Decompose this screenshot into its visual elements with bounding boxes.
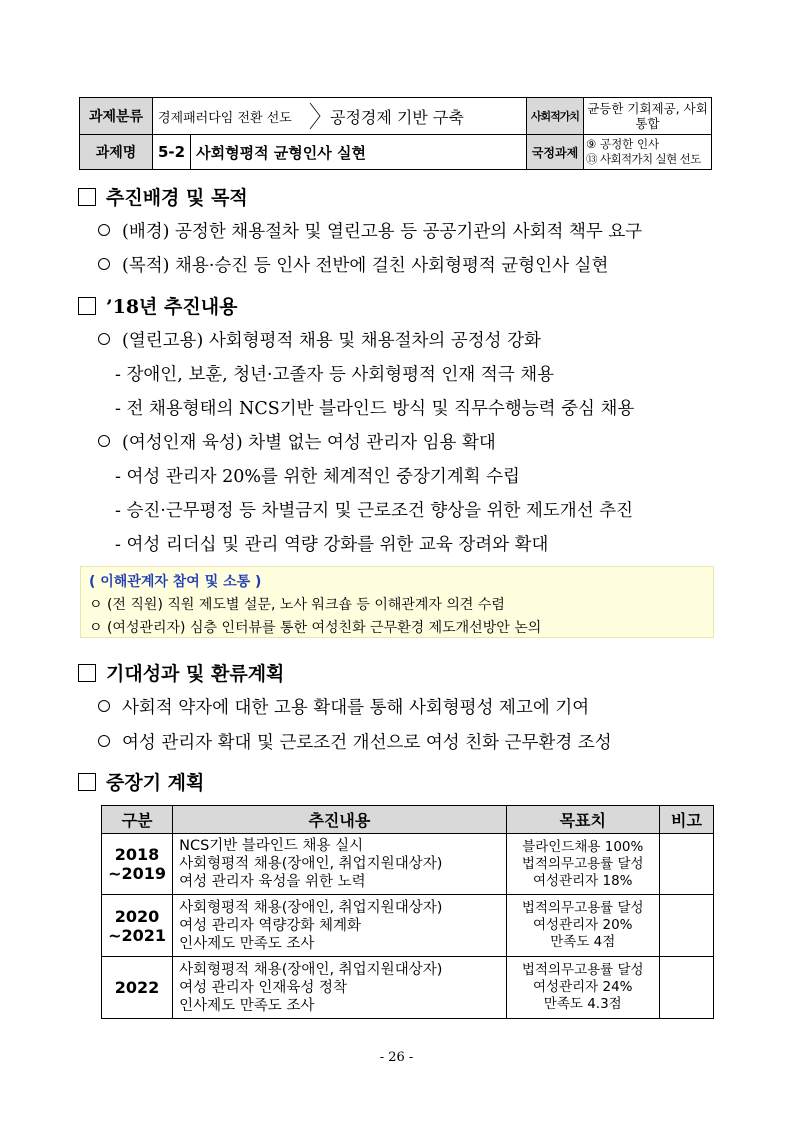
column-header: 추진내용 (173, 806, 507, 834)
year-cell: 2020 ~2021 (102, 895, 173, 957)
checkbox-icon (78, 188, 96, 206)
column-header: 구분 (102, 806, 173, 834)
task-number: 5-2 (158, 143, 186, 161)
sub-item: - 장애인, 보훈, 청년·고졸자 등 사회형평적 인재 적극 채용 (115, 365, 555, 385)
section-title: 중장기 계획 (78, 768, 204, 795)
category-subvalue: 공정경제 기반 구축 (330, 107, 464, 127)
bullet-item: (목적) 채용·승진 등 인사 전반에 걸친 사회형평적 균형인사 실현 (98, 252, 608, 277)
column-header: 목표치 (506, 806, 659, 834)
note-title: ( 이해관계자 참여 및 소통 ) (89, 574, 262, 590)
bullet-item: (배경) 공정한 채용절차 및 열린고용 등 공공기관의 사회적 책무 요구 (98, 218, 642, 243)
year-cell: 2022 (102, 957, 173, 1019)
circle-bullet-icon (98, 435, 110, 447)
note-item: ㅇ (전 직원) 직원 제도별 설문, 노사 워크숍 등 이해관계자 의견 수렴 (89, 597, 505, 613)
note-item: ㅇ (여성관리자) 심층 인터뷰를 통한 여성친화 근무환경 제도개선방안 논의 (89, 620, 542, 636)
circle-bullet-icon (98, 224, 110, 236)
circle-bullet-icon (98, 258, 110, 270)
goal-cell: 법적의무고용률 달성 여성관리자 24% 만족도 4.3점 (506, 957, 659, 1019)
section-title: ’18년 추진내용 (78, 292, 237, 319)
content-cell: 사회형평적 채용(장애인, 취업지원대상자) 여성 관리자 역량강화 체계화 인사제도 만족도 조사 (173, 895, 507, 957)
page-number: - 26 - (379, 1050, 414, 1065)
table-header-row (102, 806, 714, 834)
content-cell: 사회형평적 채용(장애인, 취업지원대상자) 여성 관리자 인재육성 정착 인사제도 만족도 조사 (173, 957, 507, 1019)
note-cell (659, 895, 713, 957)
national-task-label: 국정과제 (527, 135, 583, 169)
table-row (102, 895, 714, 957)
sub-item: - 여성 리더십 및 관리 역량 강화를 위한 교육 장려와 확대 (115, 535, 549, 555)
bullet-item: 여성 관리자 확대 및 근로조건 개선으로 여성 친화 근무환경 조성 (98, 729, 612, 754)
task-label: 과제명 (80, 135, 152, 169)
social-value-label: 사회적가치 (527, 98, 583, 134)
stakeholder-note-box (80, 566, 714, 638)
sub-item: - 여성 관리자 20%를 위한 체계적인 중장기계획 수립 (115, 467, 520, 487)
goal-cell: 법적의무고용률 달성 여성관리자 20% 만족도 4점 (506, 895, 659, 957)
chevron-right-icon (308, 102, 322, 130)
year-cell: 2018 ~2019 (102, 834, 173, 895)
checkbox-icon (78, 664, 96, 682)
table-row (102, 834, 714, 895)
content-cell: NCS기반 블라인드 채용 실시 사회형평적 채용(장애인, 취업지원대상자) 여성 관리자 육성을 위한 노력 (173, 834, 507, 895)
checkbox-icon (78, 773, 96, 791)
table-row (102, 957, 714, 1019)
bullet-item: (열린고용) 사회형평적 채용 및 채용절차의 공정성 강화 (98, 327, 541, 352)
long-term-plan-table (101, 805, 714, 1019)
checkbox-icon (78, 297, 96, 315)
category-label: 과제분류 (80, 98, 152, 134)
section-title: 기대성과 및 환류계획 (78, 659, 284, 686)
circle-bullet-icon (98, 700, 110, 712)
note-cell (659, 834, 713, 895)
bullet-item: 사회적 약자에 대한 고용 확대를 통해 사회형평성 제고에 기여 (98, 694, 589, 719)
circle-bullet-icon (98, 735, 110, 747)
note-cell (659, 957, 713, 1019)
column-header: 비고 (659, 806, 713, 834)
section-title: 추진배경 및 목적 (78, 183, 248, 210)
national-task-item: ⑨ 공정한 인사 (586, 137, 660, 151)
social-value: 균등한 기회제공, 사회통합 (587, 101, 708, 131)
bullet-item: (여성인재 육성) 차별 없는 여성 관리자 임용 확대 (98, 429, 496, 454)
circle-bullet-icon (98, 333, 110, 345)
category-value: 경제패러다임 전환 선도 (158, 110, 292, 126)
national-task-item: ⑬ 사회적가치 실현 선도 (586, 152, 701, 166)
task-header-table (79, 97, 712, 170)
goal-cell: 블라인드채용 100% 법적의무고용률 달성 여성관리자 18% (506, 834, 659, 895)
sub-item: - 전 채용형태의 NCS기반 블라인드 방식 및 직무수행능력 중심 채용 (115, 399, 635, 419)
task-name: 사회형평적 균형인사 실현 (196, 143, 366, 162)
sub-item: - 승진·근무평정 등 차별금지 및 근로조건 향상을 위한 제도개선 추진 (115, 501, 633, 521)
